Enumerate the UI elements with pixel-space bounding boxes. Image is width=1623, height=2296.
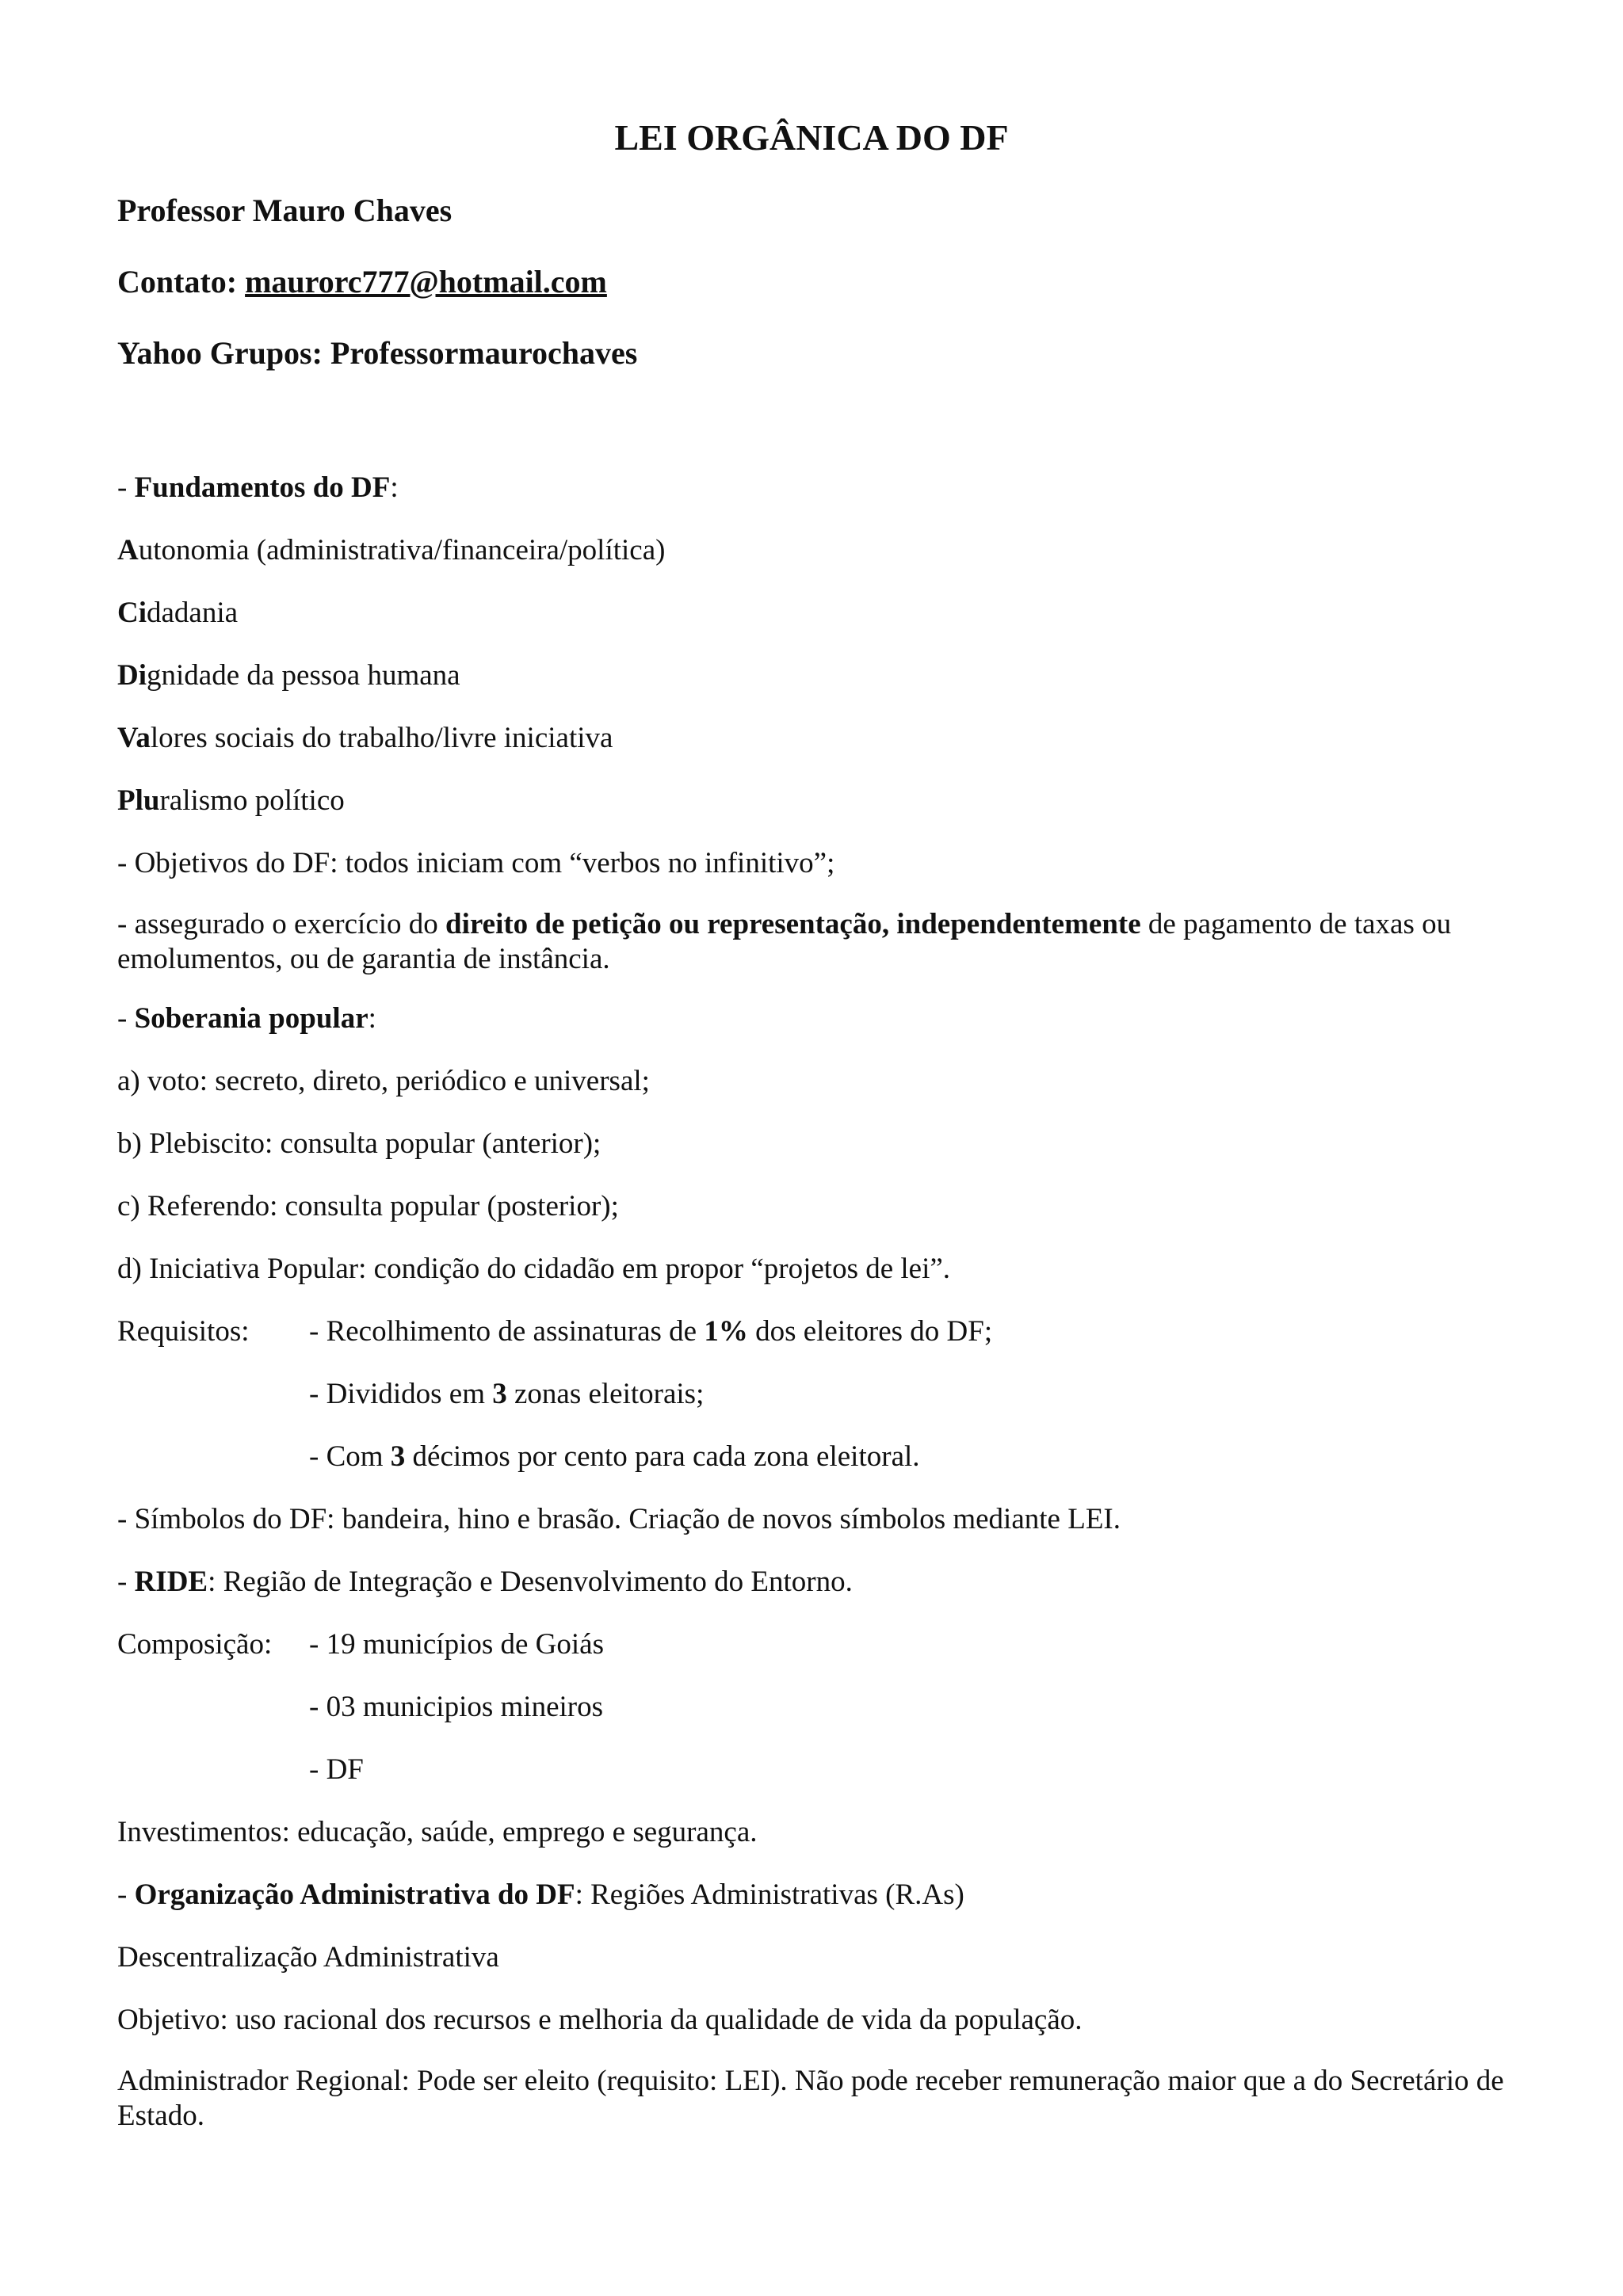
professor-name: Professor Mauro Chaves: [117, 193, 453, 228]
soberania-label: Soberania popular: [134, 1002, 369, 1035]
soberania-item: d) Iniciativa Popular: condição do cidadão em propor “projetos de lei”.: [117, 1253, 951, 1285]
yahoo-groups: Yahoo Grupos: Professormaurochaves: [117, 335, 638, 371]
composicao-item: - DF: [309, 1753, 364, 1786]
composicao-row-3: [0, 1753, 1623, 1787]
requisito-item: - Com 3 décimos por cento para cada zona eleitoral.: [309, 1440, 920, 1473]
soberania-item: a) voto: secreto, direto, periódico e universal;: [117, 1065, 650, 1097]
simbolos-line: - Símbolos do DF: bandeira, hino e brasão. Criação de novos símbolos mediante LEI.: [117, 1503, 1121, 1535]
composicao-label: Composição:: [117, 1628, 273, 1661]
fundamentos-label: Fundamentos do DF: [134, 471, 391, 504]
requisito-item: - Recolhimento de assinaturas de 1% dos eleitores do DF;: [309, 1315, 993, 1348]
soberania-item: b) Plebiscito: consulta popular (anterior);: [117, 1127, 601, 1160]
peticao-paragraph: - assegurado o exercício do direito de petição ou representação, independentemente de pagamento de taxas ou emolumentos, ou de garantia de instância.: [117, 908, 1452, 975]
soberania-heading: - Soberania popular:: [117, 1002, 376, 1035]
fundamento-item: Valores sociais do trabalho/livre iniciativa: [117, 722, 613, 754]
objetivos-line: - Objetivos do DF: todos iniciam com “verbos no infinitivo”;: [117, 847, 835, 879]
requisitos-row-2: [0, 1377, 1623, 1412]
organizacao-line: - Organização Administrativa do DF: Regiões Administrativas (R.As): [117, 1878, 964, 1911]
fundamentos-heading: - Fundamentos do DF:: [117, 471, 399, 504]
descentralizacao-line: Descentralização Administrativa: [117, 1941, 499, 1974]
composicao-item: - 03 municipios mineiros: [309, 1691, 603, 1723]
objetivo-ra-line: Objetivo: uso racional dos recursos e melhoria da qualidade de vida da população.: [117, 2004, 1083, 2036]
investimentos-line: Investimentos: educação, saúde, emprego e segurança.: [117, 1816, 758, 1848]
contact-line: [117, 265, 607, 299]
composicao-row-2: [0, 1690, 1623, 1725]
requisitos-row-3: [0, 1440, 1623, 1474]
ride-line: - RIDE: Região de Integração e Desenvolvimento do Entorno.: [117, 1566, 853, 1598]
fundamento-item: Pluralismo político: [117, 784, 345, 817]
soberania-item: c) Referendo: consulta popular (posterior);: [117, 1190, 619, 1222]
composicao-item: - 19 municípios de Goiás: [309, 1628, 605, 1661]
administrador-paragraph: Administrador Regional: Pode ser eleito (requisito: LEI). Não pode receber remuneração maior que a do Secretário de Estado.: [117, 2065, 1504, 2132]
requisitos-label: Requisitos:: [117, 1315, 250, 1348]
page-title: LEI ORGÂNICA DO DF: [614, 117, 1009, 158]
contact-label: Contato:: [117, 264, 246, 299]
requisitos-row-1: [0, 1314, 1623, 1349]
fundamento-item: Autonomia (administrativa/financeira/política): [117, 534, 666, 566]
contact-email-link[interactable]: maurorc777@hotmail.com: [245, 264, 607, 299]
requisito-item: - Divididos em 3 zonas eleitorais;: [309, 1378, 705, 1410]
fundamento-item: Dignidade da pessoa humana: [117, 659, 460, 692]
composicao-row-1: [0, 1627, 1623, 1662]
fundamento-item: Cidadania: [117, 597, 239, 629]
